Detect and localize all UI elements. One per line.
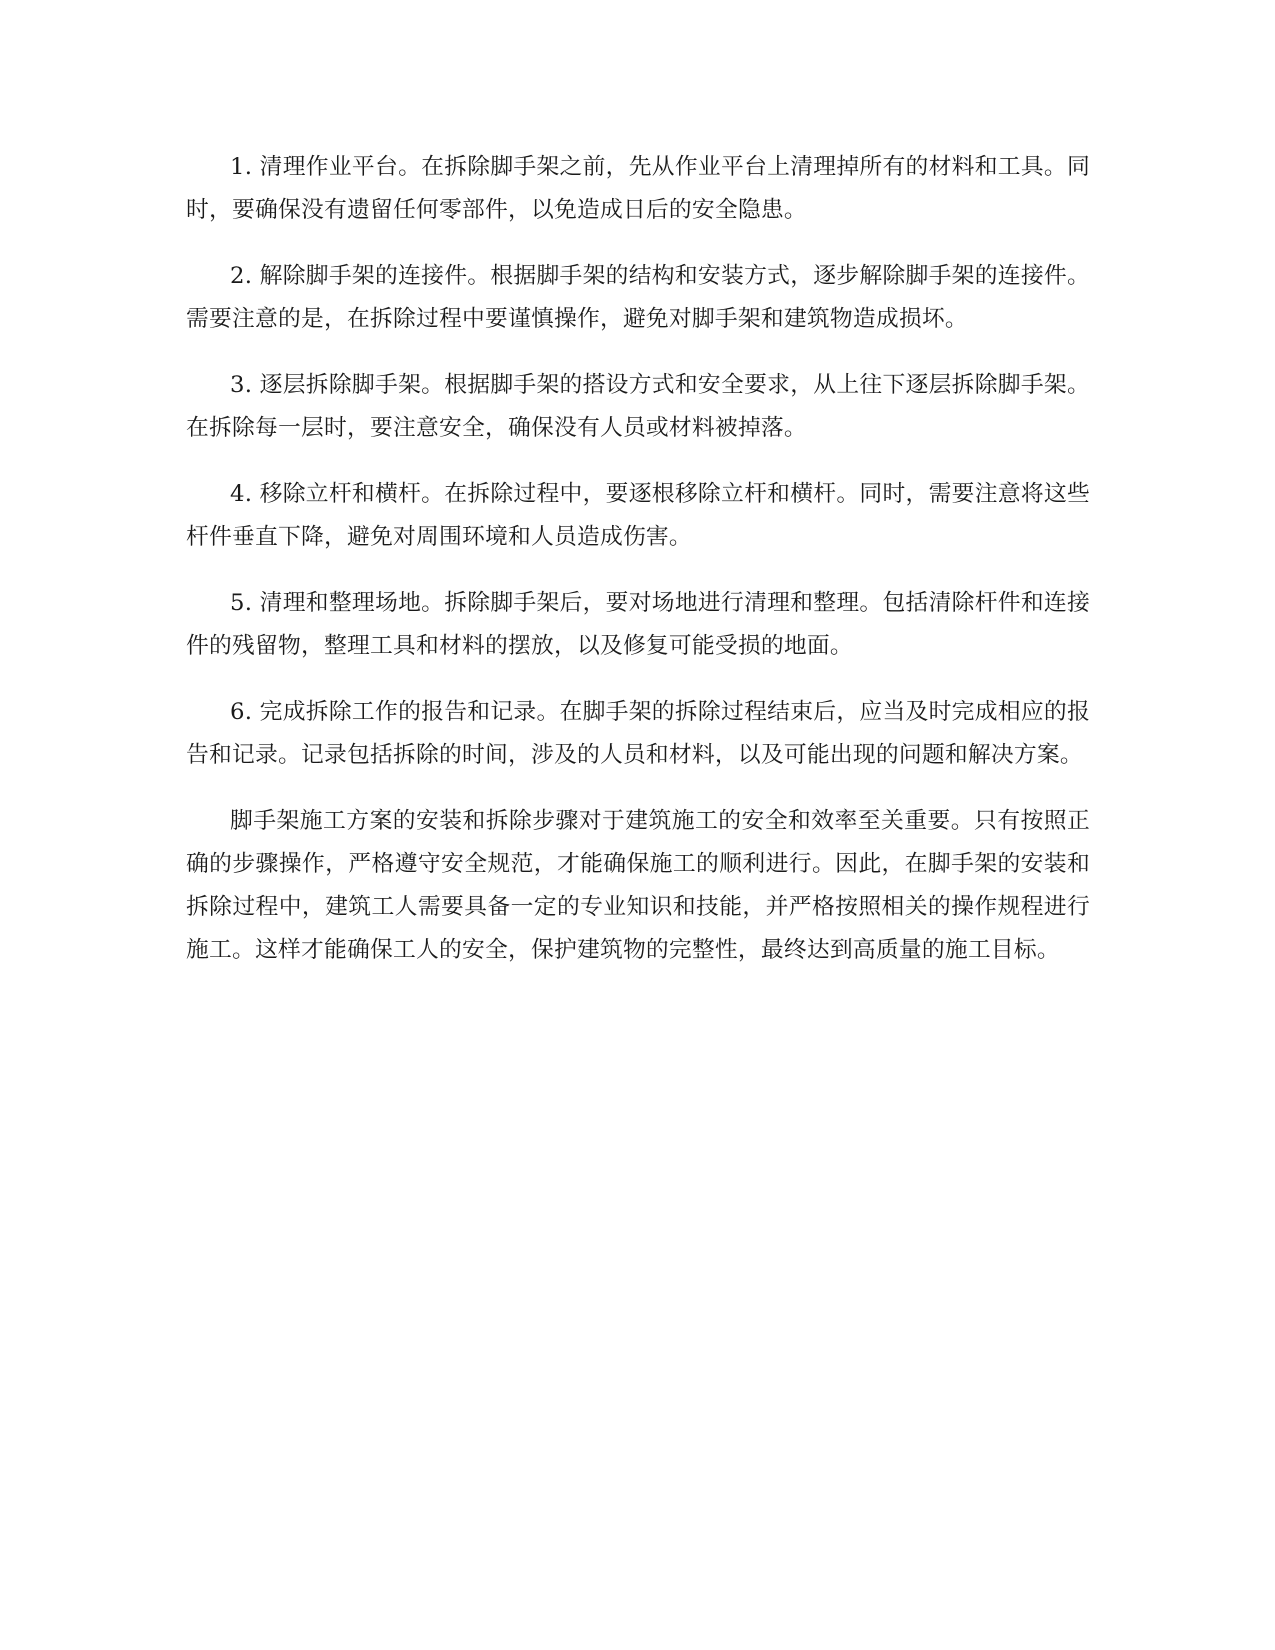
paragraph-step-2: 2. 解除脚手架的连接件。根据脚手架的结构和安装方式，逐步解除脚手架的连接件。需要注意的是，在拆除过程中要谨慎操作，避免对脚手架和建筑物造成损坏。 [186,263,1090,332]
paragraph-step-1: 1. 清理作业平台。在拆除脚手架之前，先从作业平台上清理掉所有的材料和工具。同时，要确保没有遗留任何零部件，以免造成日后的安全隐患。 [186,154,1090,223]
document-body [186,146,1090,995]
paragraph-step-5: 5. 清理和整理场地。拆除脚手架后，要对场地进行清理和整理。包括清除杆件和连接件的残留物，整理工具和材料的摆放，以及修复可能受损的地面。 [186,590,1090,659]
paragraph-step-4: 4. 移除立杆和横杆。在拆除过程中，要逐根移除立杆和横杆。同时，需要注意将这些杆件垂直下降，避免对周围环境和人员造成伤害。 [186,481,1090,550]
paragraph-step-3: 3. 逐层拆除脚手架。根据脚手架的搭设方式和安全要求，从上往下逐层拆除脚手架。在拆除每一层时，要注意安全，确保没有人员或材料被掉落。 [186,372,1090,441]
paragraph-conclusion: 脚手架施工方案的安装和拆除步骤对于建筑施工的安全和效率至关重要。只有按照正确的步骤操作，严格遵守安全规范，才能确保施工的顺利进行。因此，在脚手架的安装和拆除过程中，建筑工人需要具备一定的专业知识和技能，并严格按照相关的操作规程进行施工。这样才能确保工人的安全，保护建筑物的完整性，最终达到高质量的施工目标。 [186,808,1090,963]
paragraph-step-6: 6. 完成拆除工作的报告和记录。在脚手架的拆除过程结束后，应当及时完成相应的报告和记录。记录包括拆除的时间，涉及的人员和材料，以及可能出现的问题和解决方案。 [186,699,1090,768]
